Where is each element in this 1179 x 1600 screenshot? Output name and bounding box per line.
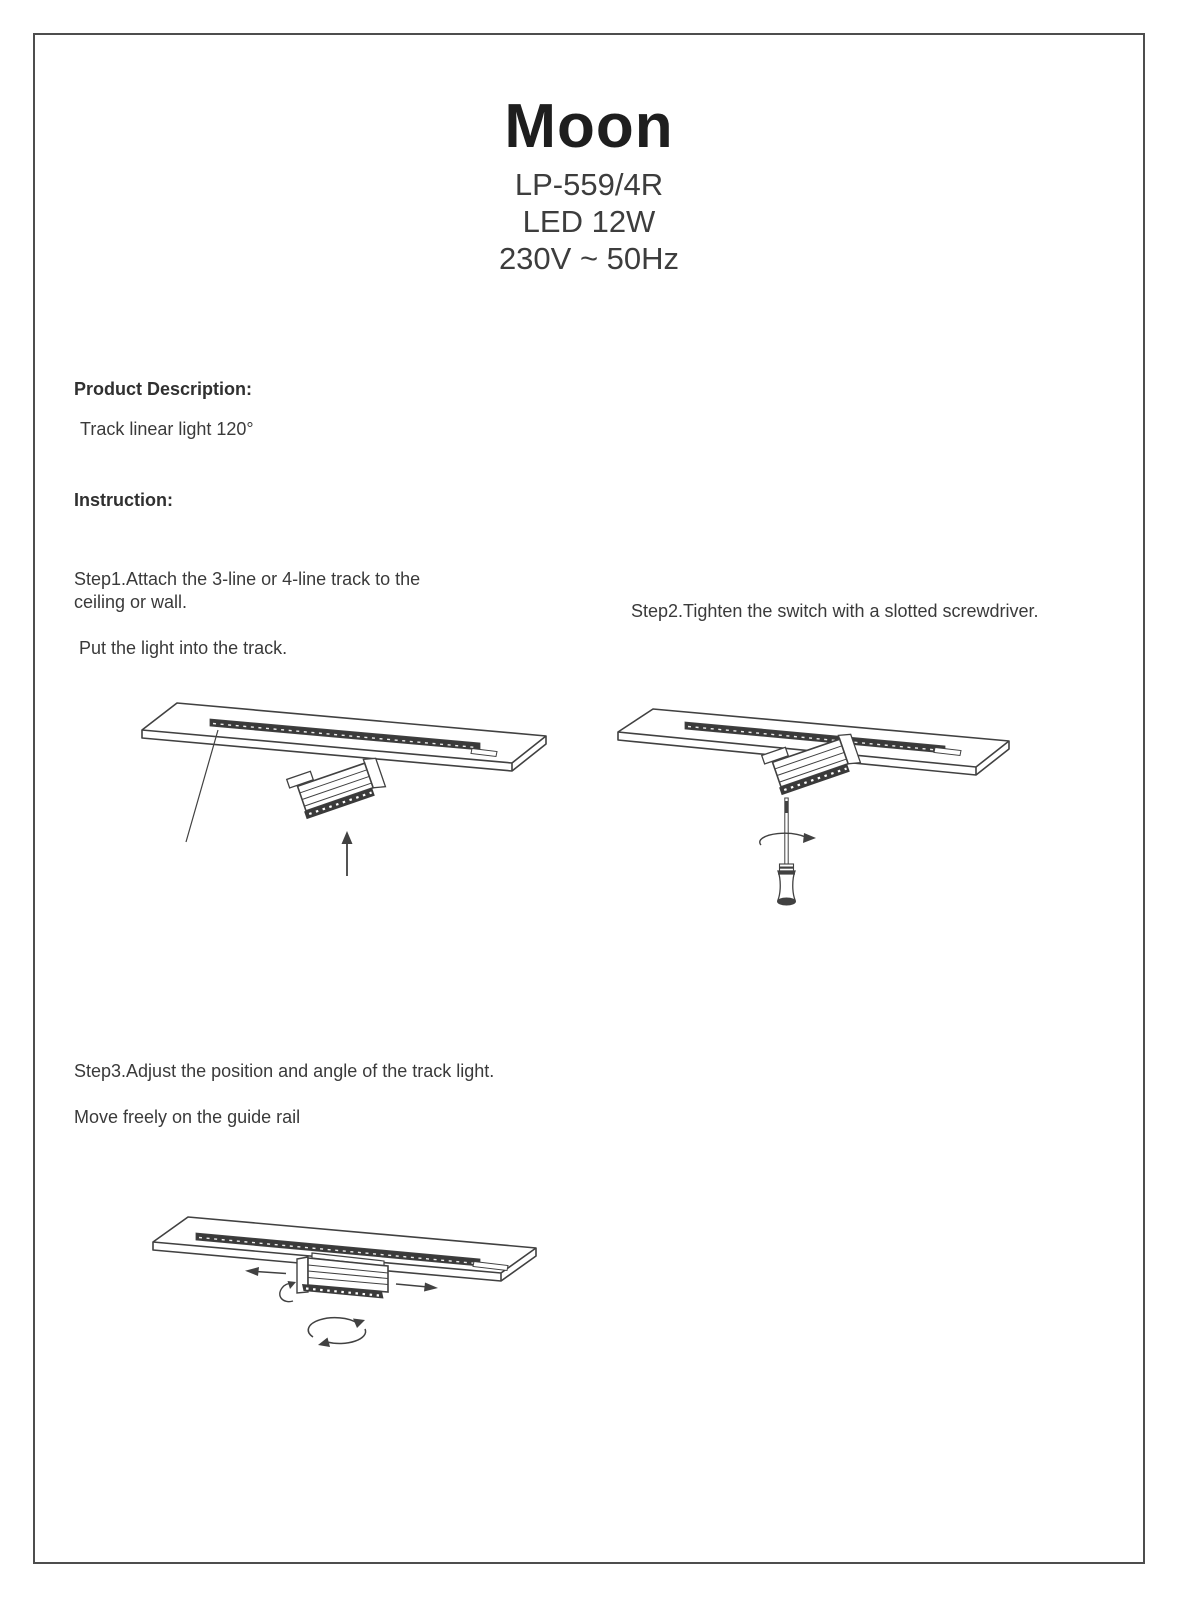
move-left-arrow bbox=[245, 1267, 286, 1276]
product-description-heading: Product Description: bbox=[74, 379, 253, 399]
step2-figure bbox=[590, 680, 1010, 915]
product-description-text: Track linear light 120° bbox=[80, 419, 254, 439]
rotate-ellipse-arrow bbox=[308, 1318, 365, 1347]
title-block bbox=[33, 92, 1145, 277]
screwdriver bbox=[777, 798, 796, 906]
wattage-spec: LED 12W bbox=[522, 204, 656, 239]
voltage-spec: 230V ~ 50Hz bbox=[498, 241, 680, 276]
instruction-heading: Instruction: bbox=[74, 490, 173, 510]
step1-subtext: Put the light into the track. bbox=[79, 638, 288, 658]
step3-figure bbox=[130, 1170, 570, 1360]
model-number: LP-559/4R bbox=[514, 167, 664, 202]
insert-arrow bbox=[342, 831, 353, 876]
step1-figure bbox=[120, 680, 560, 880]
leader-line bbox=[186, 730, 218, 842]
step2-text: Step2.Tighten the switch with a slotted screwdriver. bbox=[631, 601, 1039, 621]
brand-title: Moon bbox=[504, 92, 674, 161]
small-rotate-arrow bbox=[280, 1281, 296, 1302]
track-light-fixture bbox=[297, 1253, 388, 1299]
step3-subtext: Move freely on the guide rail bbox=[74, 1107, 301, 1127]
move-right-arrow bbox=[396, 1283, 438, 1292]
step1-text: Step1.Attach the 3-line or 4-line track to the ceiling or wall. bbox=[74, 569, 421, 613]
track-light-fixture bbox=[287, 750, 387, 821]
step3-text: Step3.Adjust the position and angle of the track light. bbox=[74, 1061, 495, 1081]
